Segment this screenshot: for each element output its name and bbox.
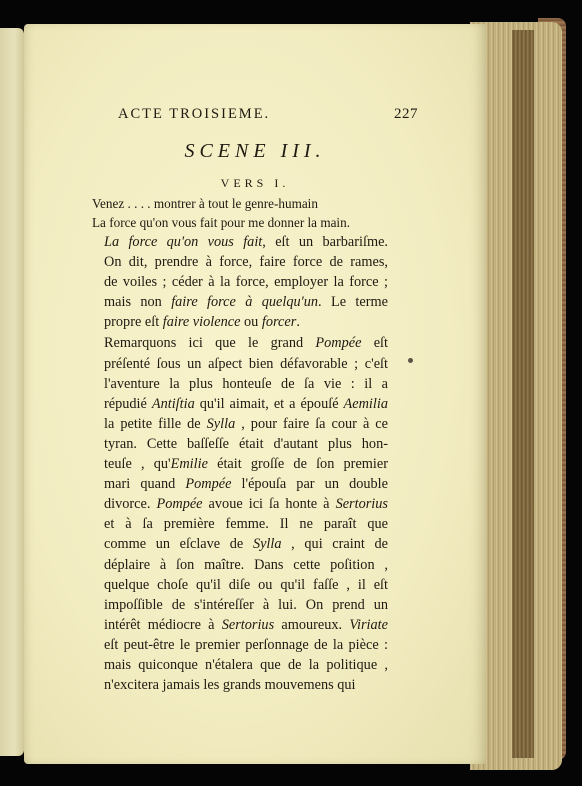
gilt-page-edges <box>512 30 534 758</box>
italic-text: faire violence <box>162 314 241 331</box>
text-line <box>88 312 388 332</box>
text-run: intérêt médiocre à <box>104 616 222 633</box>
text-line <box>88 494 388 514</box>
italic-text: Pompée <box>156 496 203 513</box>
text-line <box>88 232 388 252</box>
text-line <box>88 595 388 615</box>
text-run: l'épouſa par un double <box>231 476 388 493</box>
text-line <box>88 414 388 434</box>
text-run: la petite fille de <box>104 415 207 432</box>
text-line <box>88 635 388 655</box>
text-line <box>88 675 388 695</box>
text-run: eſt <box>361 335 388 352</box>
italic-text: faire force à quelqu'un <box>171 294 319 311</box>
italic-text: Sylla <box>206 415 236 432</box>
left-page-edge <box>0 28 24 756</box>
italic-text: La force qu'on vous fait <box>104 234 263 250</box>
italic-text: Emilie <box>170 456 208 473</box>
italic-text: forcer <box>261 314 297 331</box>
book-page <box>24 24 486 764</box>
verse-label: VERS I. <box>220 176 290 190</box>
text-run: impoſſible de s'intéreſſer à lui. On prend un <box>104 596 388 613</box>
italic-text: Viriate <box>349 616 388 633</box>
text-run: eſt peut-être le premier perſonnage de la pièce : <box>104 636 388 653</box>
text-line <box>88 374 388 394</box>
text-run: répudié <box>104 395 152 412</box>
paragraph-barbarism <box>88 232 388 332</box>
text-line <box>88 474 388 494</box>
text-run: ou <box>240 314 262 331</box>
italic-text: Aemilia <box>343 395 388 412</box>
text-run: divorce. <box>104 496 157 513</box>
text-line <box>88 575 388 595</box>
text-run: mari quand <box>104 476 186 493</box>
italic-text: Sertorius <box>335 496 388 513</box>
verse-quote <box>92 194 432 232</box>
text-line <box>88 655 388 675</box>
text-run: mais non <box>104 294 172 311</box>
text-run: préſenté ſous un aſpect bien défavorable ; c'eſt <box>104 355 388 372</box>
text-line <box>88 454 388 474</box>
text-line <box>88 534 388 554</box>
text-run: . Le terme <box>318 294 388 311</box>
text-run: On dit, prendre à force, faire force de rames, <box>104 254 388 271</box>
text-run: amoureux. <box>274 616 350 633</box>
italic-text: Pompée <box>185 476 232 493</box>
text-line <box>88 394 388 414</box>
text-run: . <box>296 314 300 331</box>
text-line <box>88 292 388 312</box>
text-run: l'aventure la plus honteuſe de ſa vie : il a <box>104 375 388 392</box>
text-run: qu'il aimait, et a épouſé <box>194 395 344 412</box>
scene-title: SCENE III. <box>184 140 326 162</box>
quote-line: Venez . . . . montrer à tout le genre-humain <box>92 196 318 211</box>
text-line <box>88 434 388 454</box>
text-line <box>88 555 388 575</box>
italic-text: Antiſtia <box>151 395 195 412</box>
paper-speck <box>408 358 413 363</box>
text-run: avoue ici ſa honte à <box>202 496 336 513</box>
text-run: n'excitera jamais les grands mouvemens qui <box>104 677 356 694</box>
text-run: , pour faire ſa cour à ce <box>235 415 388 432</box>
text-run: déplaire à ſon maître. Dans cette poſition , <box>104 556 388 573</box>
text-run: était groſſe de ſon premier <box>207 456 388 473</box>
italic-text: Pompée <box>315 335 362 352</box>
quote-line: La force qu'on vous fait pour me donner la main. <box>92 215 350 230</box>
text-run: de voiles ; céder à la force, employer la force ; <box>104 274 388 291</box>
text-run: et à ſa première femme. Il ne paraît que <box>104 516 388 533</box>
paragraph-pompee <box>88 333 388 695</box>
running-header <box>118 106 418 126</box>
text-line <box>88 333 388 353</box>
text-run: teuſe , qu' <box>104 456 171 473</box>
commentary-body <box>88 232 388 696</box>
text-line <box>88 615 388 635</box>
text-run: mais quiconque n'étalera que de la politique , <box>104 656 388 673</box>
text-line <box>88 252 388 272</box>
text-run: propre eſt <box>104 314 163 331</box>
text-run: , eſt un barbariſme. <box>262 234 388 250</box>
page-number: 227 <box>394 106 418 122</box>
running-title: ACTE TROISIEME. <box>118 106 271 122</box>
italic-text: Sylla <box>252 536 282 553</box>
text-run: Remarquons ici que le grand <box>104 335 316 352</box>
text-run: tyran. Cette baſſeſſe était d'autant plus hon- <box>104 435 388 452</box>
text-line <box>88 354 388 374</box>
text-run: , qui craint de <box>281 536 388 553</box>
text-line <box>88 272 388 292</box>
text-line <box>88 514 388 534</box>
text-run: comme un eſclave de <box>104 536 253 553</box>
italic-text: Sertorius <box>221 616 275 633</box>
text-run: quelque choſe qu'il diſe ou qu'il faſſe , il eſt <box>104 576 388 593</box>
